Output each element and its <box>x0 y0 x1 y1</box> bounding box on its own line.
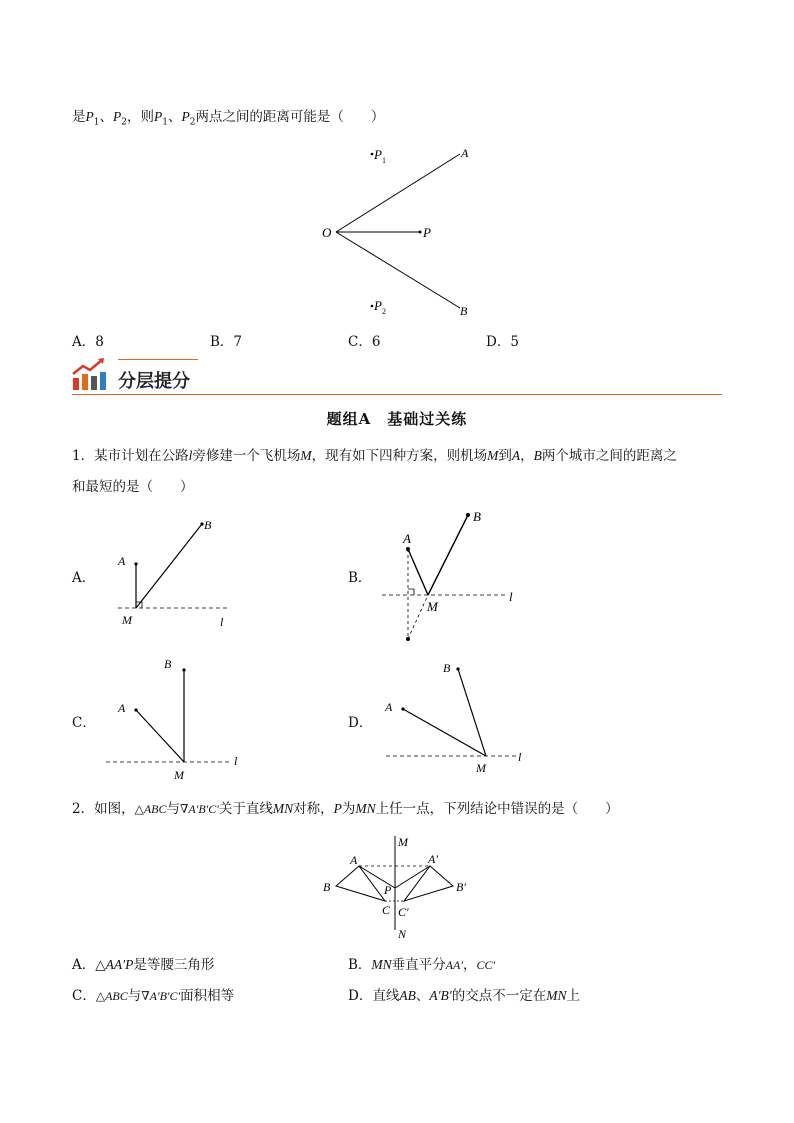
math-text: ∇A′B′C′ <box>141 989 181 1003</box>
label-p1: $P_1$ <box>374 147 386 165</box>
q1-figure-b <box>380 505 530 645</box>
q2-text: 与 <box>166 801 180 817</box>
m-symbol: M <box>300 448 312 463</box>
option-text: ， <box>462 957 477 973</box>
option-text: 与 <box>127 988 142 1004</box>
option-prefix: D．直线 <box>348 988 400 1004</box>
label-p2: $P_2$ <box>374 298 386 316</box>
point-p2 <box>371 305 374 308</box>
point-p1 <box>371 153 374 156</box>
label-a: A <box>350 853 358 867</box>
section-title: 分层提分 <box>118 371 190 392</box>
option-text: 、 <box>415 988 430 1004</box>
q2-option-d[interactable] <box>348 986 580 1006</box>
q1-option-c[interactable]: C． <box>72 715 96 731</box>
p1-symbol: P <box>85 109 94 124</box>
ray-ob <box>336 232 460 308</box>
q2-symmetry-figure <box>318 828 478 946</box>
label-c: C <box>382 903 391 917</box>
q2-option-b[interactable] <box>348 955 495 975</box>
p-symbol: P <box>333 801 342 816</box>
label-b-prime: B′ <box>456 880 466 894</box>
option-text: 是等腰三角形 <box>133 957 215 973</box>
a-symbol: A <box>511 448 521 463</box>
label-m: M <box>476 761 486 775</box>
label-p: P <box>384 883 392 897</box>
option-text: 面积相等 <box>180 988 235 1004</box>
label-b: B <box>323 880 331 894</box>
q1-option-d[interactable]: D． <box>348 715 373 731</box>
q2-stem <box>72 799 619 819</box>
label-p: P <box>423 225 431 240</box>
mn-symbol: MN <box>355 801 376 816</box>
label-n: N <box>398 927 407 941</box>
q1-text: 旁修建一个飞机场 <box>192 448 301 464</box>
q2-text: 对称， <box>293 801 334 817</box>
q1-text: 到 <box>498 448 512 464</box>
option-text: 的交点不一定在 <box>451 988 547 1004</box>
mn-symbol: MN <box>272 801 294 816</box>
section-title-overline <box>118 359 198 360</box>
math-text: △ABC <box>95 989 128 1003</box>
angle-figure <box>310 140 490 325</box>
point-p <box>419 231 422 234</box>
q1-text: 两个城市之间的距离之 <box>541 448 677 464</box>
l-symbol: l <box>188 448 193 463</box>
option-b[interactable]: B．7 <box>210 334 243 350</box>
label-b: B <box>443 661 451 675</box>
label-c-prime: C′ <box>398 905 409 919</box>
q1-option-b[interactable]: B． <box>348 570 372 586</box>
label-a: A <box>118 701 126 715</box>
p2-symbol: P <box>112 109 122 124</box>
p2-subscript: 2 <box>189 117 196 128</box>
math-text: △AA′P <box>95 957 134 972</box>
label-a: A <box>118 554 126 568</box>
q1-text: ，现有如下四种方案，则机场 <box>311 448 488 464</box>
q2-text: 为 <box>341 801 356 817</box>
triangle-a2b2c2: ∇A′B′C′ <box>180 802 219 816</box>
q1-figure-c <box>100 652 250 787</box>
label-m: M <box>427 599 438 614</box>
label-b: B <box>164 657 172 671</box>
label-o: O <box>322 225 332 240</box>
label-a: A <box>385 700 393 714</box>
label-a: A <box>461 146 469 160</box>
p1-subscript: 1 <box>162 117 168 128</box>
p1-subscript: 1 <box>93 117 100 128</box>
label-l: l <box>220 615 224 629</box>
q1-text: 1．某市计划在公路 <box>72 448 189 464</box>
stem-text: ，则 <box>126 109 154 125</box>
m-symbol: M <box>487 448 499 463</box>
math-text: CC′ <box>476 958 496 972</box>
ray-oa <box>336 154 460 232</box>
math-text: MN <box>546 988 567 1003</box>
group-title: 题组A 基础过关练 <box>326 410 468 428</box>
p1-symbol: P <box>153 109 163 124</box>
q2-option-a[interactable] <box>72 955 214 975</box>
b-symbol: B <box>533 448 542 463</box>
label-l: l <box>234 754 238 768</box>
label-a-prime: A′ <box>428 852 438 866</box>
label-l: l <box>509 589 513 604</box>
growth-chart-icon <box>71 356 107 392</box>
option-c[interactable]: C．6 <box>348 334 381 350</box>
label-b: B <box>473 509 481 524</box>
math-text: AA′ <box>445 958 463 972</box>
q1-option-a[interactable]: A． <box>72 570 96 586</box>
option-text: 上 <box>566 988 580 1004</box>
math-text: AB <box>399 988 416 1003</box>
q1-text: ， <box>520 448 534 464</box>
option-a[interactable]: A．8 <box>72 334 104 350</box>
option-prefix: B． <box>348 957 372 973</box>
q1-stem-line1 <box>72 446 677 466</box>
p2-symbol: P <box>181 109 190 124</box>
separator: 、 <box>167 109 182 125</box>
separator: 、 <box>99 109 113 125</box>
section-divider <box>72 394 722 395</box>
label-b: B <box>460 304 468 318</box>
option-prefix: A． <box>72 957 96 973</box>
stem-text: 是 <box>72 109 86 125</box>
q1-stem-line2: 和最短的是（ ） <box>72 479 194 495</box>
label-m: M <box>174 768 184 782</box>
label-l: l <box>518 750 522 764</box>
label-b: B <box>204 518 212 532</box>
option-d[interactable]: D．5 <box>486 334 519 350</box>
label-m: M <box>122 613 132 627</box>
option-prefix: C． <box>72 988 96 1004</box>
stem-text: 两点之间的距离可能是（ ） <box>195 109 385 125</box>
q2-text: 关于直线 <box>218 801 273 817</box>
q2-text: 2．如图， <box>72 801 135 817</box>
question-stem-top <box>72 107 384 133</box>
option-text: 垂直平分 <box>391 957 446 973</box>
p2-subscript: 2 <box>121 117 127 128</box>
label-a: A <box>403 531 411 546</box>
triangle-abc: △ABC <box>134 802 167 816</box>
q2-option-c[interactable] <box>72 986 234 1006</box>
q2-text: 上任一点，下列结论中错误的是（ ） <box>375 801 619 817</box>
q1-figure-a <box>110 510 250 635</box>
q1-figure-d <box>380 655 530 780</box>
math-text: A′B′ <box>429 988 452 1003</box>
label-m: M <box>398 835 408 849</box>
math-text: MN <box>371 957 392 972</box>
